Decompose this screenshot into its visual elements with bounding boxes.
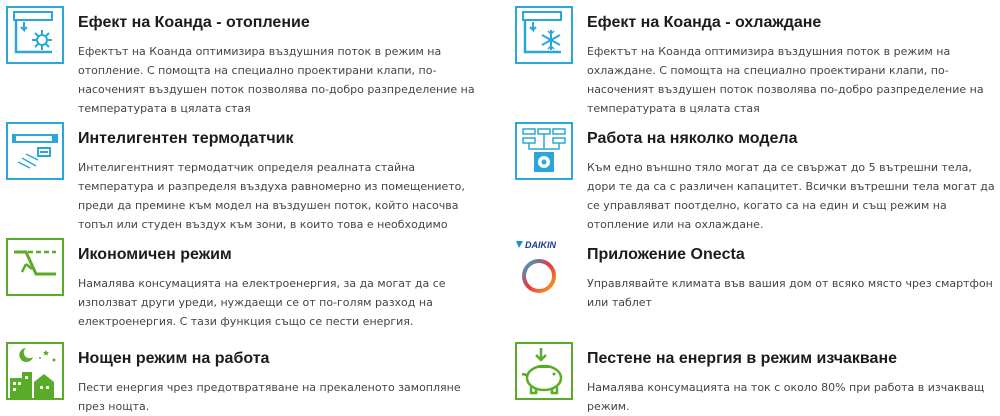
daikin-logo: DAIKIN — [525, 240, 556, 250]
standby-saving-icon — [515, 342, 573, 400]
feature-description: Намалява консумацията на ток с около 80% при работа в изчакващ режим. — [587, 381, 985, 413]
feature-title: Нощен режим на работа — [78, 350, 270, 367]
feature-title: Интелигентен термодатчик — [78, 130, 294, 147]
feature-description: Пести енергия чрез предотвратяване на прекаленото замопляне през нощта. — [78, 381, 461, 413]
feature-title: Приложение Onecta — [587, 246, 745, 263]
feature-description: Ефектът на Коанда оптимизира въздушния поток в режим на охлаждане. С помощта на специално проектирани клапи, по-насоченият въздушен поток позволява по-добро разпределение на температурата в цялата стая — [587, 45, 984, 115]
econo-mode-icon — [6, 238, 64, 296]
thermo-sensor-icon — [6, 122, 64, 180]
feature-description: Към едно външно тяло могат да се свържат до 5 вътрешни тела, дори те да са с различен капацитет. Всички вътрешни тела могат да се управляват поотделно, когато са на един и същ режим на отопление или на охлаждане. — [587, 161, 995, 231]
feature-title: Пестене на енергия в режим изчакване — [587, 350, 898, 367]
coanda-heating-icon — [6, 6, 64, 64]
feature-title: Икономичен режим — [78, 246, 232, 263]
feature-title: Ефект на Коанда - охлаждане — [587, 14, 822, 31]
coanda-cooling-icon — [515, 6, 573, 64]
feature-description: Управлявайте климата във вашия дом от всяко място чрез смартфон или таблет — [587, 277, 993, 309]
feature-description: Намалява консумацията на електроенергия, за да могат да се използват други уреди, нуждаещи се от по-голям разход на електроенергия. С тази функция също се пести енергия. — [78, 277, 446, 328]
night-mode-icon — [6, 342, 64, 400]
feature-title: Ефект на Коанда - отопление — [78, 14, 310, 31]
feature-description: Ефектът на Коанда оптимизира въздушния поток в режим на отопление. С помощта на специално проектирани клапи, по-насоченият въздушен поток позволява по-добро разпределение на температурата в цялата стая — [78, 45, 475, 115]
feature-description: Интелигентният термодатчик определя реалната стайна температура и разпределя въздуха равномерно из помещението, преди да премине към модел на въздушен поток, който насочва топъл или студен въздух към зони, в които това е необходимо — [78, 161, 465, 231]
multi-model-icon — [515, 122, 573, 180]
onecta-app-icon — [515, 238, 573, 296]
feature-title: Работа на няколко модела — [587, 130, 798, 147]
